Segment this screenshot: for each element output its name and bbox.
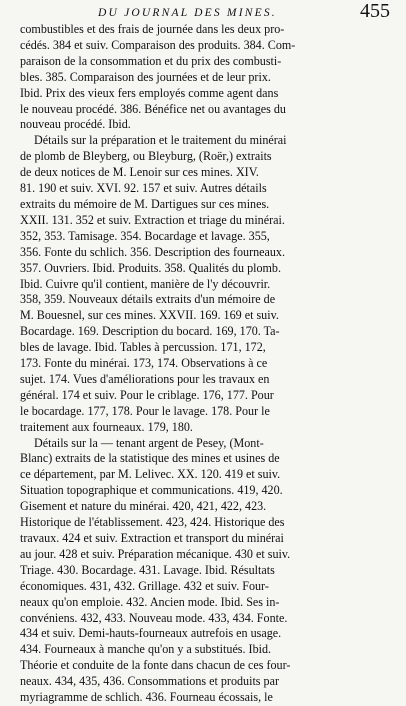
paragraph-start-line: Détails sur la préparation et le traitement du minérai: [34, 133, 287, 148]
text-line: paraison de la consommation et du prix des combusti-: [20, 53, 282, 68]
text-line: Triage. 430. Bocardage. 431. Lavage. Ibid. Résultats: [20, 562, 275, 577]
page-number: 455: [360, 0, 390, 22]
text-line: Bocardage. 169. Description du bocard. 169, 170. Ta-: [20, 324, 280, 339]
text-line: Situation topographique et communications. 419, 420.: [20, 483, 283, 498]
text-line: 434 et suiv. Demi-hauts-fourneaux autrefois en usage.: [20, 626, 282, 641]
text-line: 357. Ouvriers. Ibid. Produits. 358. Qualités du plomb.: [20, 260, 282, 275]
text-line: général. 174 et suiv. Pour le criblage. 176, 177. Pour: [20, 387, 274, 402]
text-line: traitement aux fourneaux. 179, 180.: [20, 419, 193, 434]
text-line: myriagramme de schlich. 436. Fourneau écossais, le: [20, 690, 273, 705]
text-line: cédés. 384 et suiv. Comparaison des produits. 384. Com-: [20, 37, 296, 52]
text-line: 81. 190 et suiv. XVI. 92. 157 et suiv. Autres détails: [20, 181, 267, 196]
text-line: XXII. 131. 352 et suiv. Extraction et triage du minérai.: [20, 212, 285, 227]
text-line: Ibid. Prix des vieux fers employés comme agent dans: [20, 85, 279, 100]
text-line: 358, 359. Nouveaux détails extraits d'un mémoire de: [20, 292, 276, 307]
text-line: convéniens. 432, 433. Nouveau mode. 433, 434. Fonte.: [20, 610, 288, 625]
text-line: neaux. 434, 435, 436. Consommations et produits par: [20, 674, 279, 689]
index-text-block: [20, 22, 400, 706]
text-line: bles de lavage. Ibid. Tables à percussion. 171, 172,: [20, 340, 266, 355]
text-line: Ibid. Cuivre qu'il contient, manière de l'y découvrir.: [20, 276, 271, 291]
text-line: le nouveau procédé. 386. Bénéfice net ou avantages du: [20, 101, 286, 116]
text-line: bles. 385. Comparaison des journées et de leur prix.: [20, 69, 271, 84]
text-line: M. Bouesnel, sur ces mines. XXVII. 169. 169 et suiv.: [20, 308, 279, 323]
text-line: Blanc) extraits de la statistique des mines et usines de: [20, 451, 280, 466]
text-line: combustibles et des frais de journée dans les deux pro-: [20, 22, 285, 36]
text-line: 434. Fourneaux à manche qu'on y a substitués. Ibid.: [20, 642, 272, 657]
text-line: de deux notices de M. Lenoir sur ces mines. XIV.: [20, 165, 259, 180]
text-line: ce département, par M. Lelivec. XX. 120. 419 et suiv.: [20, 467, 281, 482]
text-line: économiques. 431, 432. Grillage. 432 et suiv. Four-: [20, 578, 269, 593]
text-line: travaux. 424 et suiv. Extraction et transport du minérai: [20, 531, 284, 545]
text-line: Historique de l'établissement. 423, 424. Historique des: [20, 515, 285, 530]
text-line: Gisement et nature du minérai. 420, 421, 422, 423.: [20, 499, 267, 514]
text-line: de plomb de Bleyberg, ou Bleyburg, (Roër,) extraits: [20, 149, 272, 164]
text-line: 356. Fonte du schlich. 356. Description des fourneaux.: [20, 244, 286, 259]
text-line: nouveau procédé. Ibid.: [20, 117, 131, 132]
paragraph-start-line: Détails sur la — tenant argent de Pesey, (Mont-: [34, 435, 264, 450]
text-line: Théorie et conduite de la fonte dans chacun de ces four-: [20, 658, 291, 673]
text-line: neaux qu'on emploie. 432. Ancien mode. Ibid. Ses in-: [20, 594, 280, 609]
text-line: le bocardage. 177, 178. Pour le lavage. 178. Pour le: [20, 403, 270, 418]
text-line: au jour. 428 et suiv. Préparation mécanique. 430 et suiv.: [20, 546, 291, 561]
text-line: extraits du mémoire de M. Dartigues sur ces mines.: [20, 196, 270, 211]
text-line: 173. Fonte du minérai. 173, 174. Observations à ce: [20, 356, 268, 371]
running-head: DU JOURNAL DES MINES.: [98, 7, 277, 19]
text-line: sujet. 174. Vues d'améliorations pour les travaux en: [20, 371, 270, 386]
text-line: 352, 353. Tamisage. 354. Bocardage et lavage. 355,: [20, 228, 270, 243]
